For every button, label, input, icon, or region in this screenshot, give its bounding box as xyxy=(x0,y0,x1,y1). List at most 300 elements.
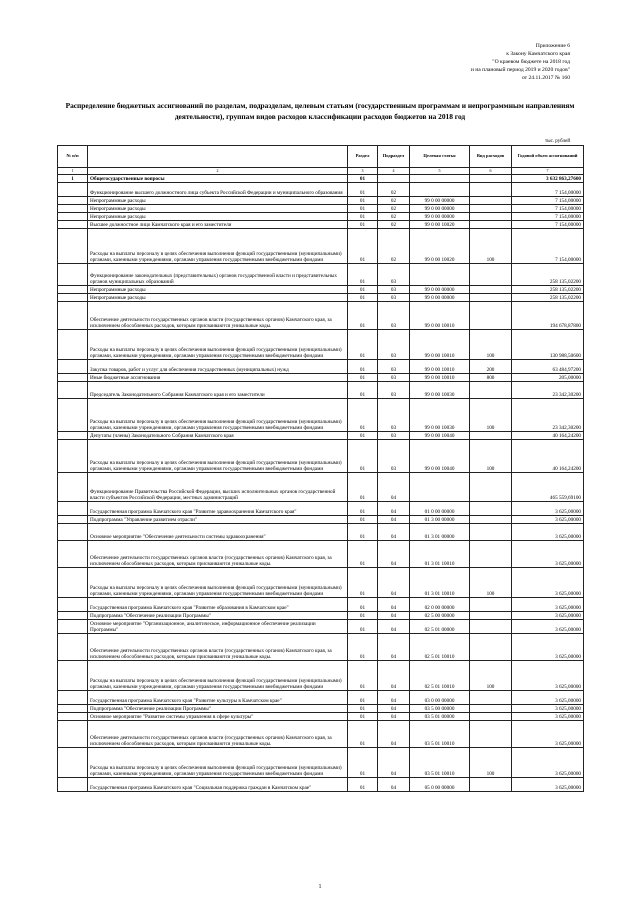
row-name: Обеспечение деятельности государственных органов власти (государственных органов) Камчатского края, за исключением обособленных расходов, которым присваиваются уникальные коды. xyxy=(88,721,348,748)
row-target-article xyxy=(410,175,470,183)
row-number: 1 xyxy=(58,175,88,183)
row-podrazdel: 03 xyxy=(378,382,410,399)
row-razdel: 01 xyxy=(348,612,378,620)
row-number xyxy=(58,612,88,620)
page-number: 1 xyxy=(318,884,322,890)
row-name: Основное мероприятие "Развитие системы управления в сфере культуры" xyxy=(88,713,348,721)
row-expense-type xyxy=(470,183,512,197)
row-sum: 23 342,30200 xyxy=(512,399,584,432)
header-expense-type: Вид расходов xyxy=(470,146,512,168)
row-podrazdel: 03 xyxy=(378,399,410,432)
row-number xyxy=(58,541,88,568)
row-number xyxy=(58,399,88,432)
row-name: Непрограммные расходы xyxy=(88,213,348,221)
table-row xyxy=(58,213,584,221)
row-target-article: 99 0 00 10020 xyxy=(410,229,470,264)
row-sum: 3 625,00000 xyxy=(512,524,584,541)
table-row xyxy=(58,721,584,748)
table-row xyxy=(58,264,584,286)
row-sum: 3 625,00000 xyxy=(512,721,584,748)
row-name: Расходы на выплаты персоналу в целях обеспечения выполнения функций государственными (муниципальными) органами, казенными учреждениями, органами управления государственными внебюджетными фондами xyxy=(88,229,348,264)
row-expense-type xyxy=(470,524,512,541)
row-sum: 40 164,24200 xyxy=(512,440,584,473)
row-name: Государственная программа Камчатского края "Развитие здравоохранения Камчатского края" xyxy=(88,502,348,516)
row-number xyxy=(58,524,88,541)
row-podrazdel: 02 xyxy=(378,229,410,264)
row-expense-type: 100 xyxy=(470,229,512,264)
row-target-article: 99 0 00 10040 xyxy=(410,432,470,440)
row-target-article: 99 0 00 10040 xyxy=(410,440,470,473)
row-number xyxy=(58,502,88,516)
row-razdel: 01 xyxy=(348,568,378,598)
row-name: Обеспечение деятельности государственных органов власти (государственных органов) Камчатского края, за исключением обособленных расходов, которым присваиваются уникальные коды. xyxy=(88,634,348,661)
row-name: Государственная программа Камчатского края "Развитие культуры в Камчатском крае" xyxy=(88,691,348,705)
row-target-article: 03 0 00 00000 xyxy=(410,691,470,705)
row-expense-type xyxy=(470,778,512,792)
row-sum: 3 625,00000 xyxy=(512,612,584,620)
appendix-header xyxy=(350,42,570,82)
row-podrazdel: 04 xyxy=(378,661,410,691)
row-podrazdel: 04 xyxy=(378,691,410,705)
header-num: № п/п xyxy=(58,146,88,168)
row-name: Высшее должностное лицо Камчатского края и его заместители xyxy=(88,221,348,229)
appendix-line: от 24.11.2017 № 160 xyxy=(521,75,570,81)
row-podrazdel: 04 xyxy=(378,713,410,721)
table-row xyxy=(58,382,584,399)
row-expense-type xyxy=(470,612,512,620)
table-row xyxy=(58,713,584,721)
row-number xyxy=(58,302,88,330)
table-row xyxy=(58,286,584,294)
row-razdel: 01 xyxy=(348,748,378,778)
table-row xyxy=(58,516,584,524)
row-number xyxy=(58,213,88,221)
row-name: Обеспечение деятельности государственных органов власти (государственных органов) Камчатского края, за исключением обособленных расходов, которым присваиваются уникальные коды. xyxy=(88,541,348,568)
row-number xyxy=(58,705,88,713)
row-expense-type xyxy=(470,620,512,634)
row-expense-type: 800 xyxy=(470,374,512,382)
row-expense-type xyxy=(470,516,512,524)
row-name: Расходы на выплаты персоналу в целях обеспечения выполнения функций государственными (муниципальными) органами, казенными учреждениями, органами управления государственными внебюджетными фондами xyxy=(88,568,348,598)
row-sum: 3 625,00000 xyxy=(512,620,584,634)
row-razdel: 01 xyxy=(348,620,378,634)
row-name: Основное мероприятие "Организационное, аналитическое, информационное обеспечение реализации Программы" xyxy=(88,620,348,634)
row-sum: 3 632 863,27600 xyxy=(512,175,584,183)
row-target-article: 02 5 01 10010 xyxy=(410,634,470,661)
row-razdel: 01 xyxy=(348,778,378,792)
row-name: Расходы на выплаты персоналу в целях обеспечения выполнения функций государственными (муниципальными) органами, казенными учреждениями, органами управления государственными внебюджетными фондами xyxy=(88,440,348,473)
row-razdel: 01 xyxy=(348,330,378,360)
row-number xyxy=(58,360,88,374)
row-number xyxy=(58,197,88,205)
row-razdel: 01 xyxy=(348,374,378,382)
row-razdel: 01 xyxy=(348,360,378,374)
table-header-row xyxy=(58,146,584,168)
row-podrazdel: 04 xyxy=(378,721,410,748)
row-target-article: 01 3 00 00000 xyxy=(410,516,470,524)
table-row xyxy=(58,691,584,705)
row-razdel: 01 xyxy=(348,229,378,264)
row-expense-type xyxy=(470,541,512,568)
row-podrazdel: 04 xyxy=(378,516,410,524)
row-sum: 194 678,87800 xyxy=(512,302,584,330)
row-sum: 63 484,97200 xyxy=(512,360,584,374)
row-number xyxy=(58,661,88,691)
row-razdel: 01 xyxy=(348,440,378,473)
row-expense-type: 100 xyxy=(470,440,512,473)
row-sum: 23 342,30200 xyxy=(512,382,584,399)
row-podrazdel: 02 xyxy=(378,183,410,197)
document-title: Распределение бюджетных ассигнований по разделам, подразделам, целевым статьям (государственным программам и непрограммным направлениям деятельности), группам видов расходов классификации расходов бюджетов на 2018 год xyxy=(65,101,575,121)
row-target-article: 99 0 00 10030 xyxy=(410,382,470,399)
row-target-article: 05 0 00 00000 xyxy=(410,778,470,792)
row-razdel: 01 xyxy=(348,399,378,432)
row-name: Функционирование Правительства Российской Федерации, высших исполнительных органов государственной власти субъектов Российской Федерации, местных администраций xyxy=(88,473,348,502)
row-podrazdel: 03 xyxy=(378,330,410,360)
budget-table xyxy=(57,145,584,792)
row-number xyxy=(58,691,88,705)
row-podrazdel: 03 xyxy=(378,264,410,286)
row-expense-type xyxy=(470,175,512,183)
row-expense-type: 100 xyxy=(470,330,512,360)
header-name xyxy=(88,146,348,168)
row-name: Расходы на выплаты персоналу в целях обеспечения выполнения функций государственными (муниципальными) органами, казенными учреждениями, органами управления государственными внебюджетными фондами xyxy=(88,399,348,432)
row-number xyxy=(58,620,88,634)
table-row xyxy=(58,205,584,213)
row-name: Подпрограмма "Обеспечение реализации Программы" xyxy=(88,705,348,713)
table-row xyxy=(58,294,584,302)
row-name: Функционирование законодательных (представительных) органов государственной власти и представительных органов муниципальных образований xyxy=(88,264,348,286)
row-number xyxy=(58,440,88,473)
row-name: Депутаты (члены) Законодательного Собрания Камчатского края xyxy=(88,432,348,440)
row-target-article: 02 5 01 10010 xyxy=(410,661,470,691)
table-row xyxy=(58,748,584,778)
row-expense-type xyxy=(470,432,512,440)
table-row xyxy=(58,440,584,473)
row-number xyxy=(58,374,88,382)
row-name: Закупка товаров, работ и услуг для обеспечения государственных (муниципальных) нужд xyxy=(88,360,348,374)
row-number xyxy=(58,221,88,229)
header-target-article: Целевая статья xyxy=(410,146,470,168)
table-row xyxy=(58,634,584,661)
row-number xyxy=(58,721,88,748)
row-target-article: 01 3 01 10010 xyxy=(410,541,470,568)
row-name: Государственная программа Камчатского края "Развитие образования в Камчатском крае" xyxy=(88,598,348,612)
row-razdel: 01 xyxy=(348,205,378,213)
table-row xyxy=(58,374,584,382)
row-target-article: 99 0 00 00000 xyxy=(410,213,470,221)
row-number xyxy=(58,473,88,502)
row-sum: 3 625,00000 xyxy=(512,516,584,524)
row-sum: 7 154,00000 xyxy=(512,183,584,197)
appendix-line: Приложение 6 xyxy=(535,43,570,49)
row-razdel: 01 xyxy=(348,502,378,516)
row-target-article: 03 5 01 00000 xyxy=(410,713,470,721)
row-number xyxy=(58,330,88,360)
row-expense-type: 100 xyxy=(470,748,512,778)
row-podrazdel: 04 xyxy=(378,612,410,620)
row-podrazdel: 04 xyxy=(378,598,410,612)
table-row xyxy=(58,175,584,183)
table-row xyxy=(58,302,584,330)
row-target-article xyxy=(410,473,470,502)
row-number xyxy=(58,294,88,302)
row-target-article: 02 0 00 00000 xyxy=(410,598,470,612)
table-row xyxy=(58,197,584,205)
row-target-article: 99 0 00 00000 xyxy=(410,197,470,205)
row-razdel: 01 xyxy=(348,213,378,221)
row-razdel: 01 xyxy=(348,691,378,705)
row-target-article xyxy=(410,264,470,286)
table-row xyxy=(58,221,584,229)
row-target-article: 01 3 01 00000 xyxy=(410,524,470,541)
row-sum: 3 625,00000 xyxy=(512,661,584,691)
row-sum: 3 625,00000 xyxy=(512,634,584,661)
row-target-article: 99 0 00 00000 xyxy=(410,205,470,213)
row-target-article: 99 0 00 10010 xyxy=(410,302,470,330)
row-target-article: 99 0 00 00000 xyxy=(410,294,470,302)
row-expense-type xyxy=(470,705,512,713)
row-razdel: 01 xyxy=(348,541,378,568)
row-sum: 7 154,00000 xyxy=(512,221,584,229)
row-expense-type: 100 xyxy=(470,568,512,598)
table-row xyxy=(58,330,584,360)
row-target-article: 99 0 00 00000 xyxy=(410,286,470,294)
row-podrazdel: 04 xyxy=(378,620,410,634)
row-expense-type xyxy=(470,691,512,705)
header-razdel: Раздел xyxy=(348,146,378,168)
row-sum: 3 625,00000 xyxy=(512,748,584,778)
row-expense-type xyxy=(470,205,512,213)
table-row xyxy=(58,598,584,612)
row-expense-type xyxy=(470,302,512,330)
row-podrazdel: 02 xyxy=(378,197,410,205)
row-razdel: 01 xyxy=(348,661,378,691)
row-target-article: 99 0 00 10030 xyxy=(410,399,470,432)
row-sum: 130 988,50600 xyxy=(512,330,584,360)
table-row xyxy=(58,524,584,541)
row-target-article: 99 0 00 10010 xyxy=(410,330,470,360)
table-row xyxy=(58,705,584,713)
row-podrazdel: 02 xyxy=(378,221,410,229)
column-number-row xyxy=(58,168,584,175)
table-row xyxy=(58,183,584,197)
table-row xyxy=(58,360,584,374)
table-row xyxy=(58,502,584,516)
row-razdel: 01 xyxy=(348,302,378,330)
row-sum: 3 625,00000 xyxy=(512,691,584,705)
row-podrazdel: 04 xyxy=(378,524,410,541)
row-podrazdel: 04 xyxy=(378,568,410,598)
row-sum: 40 164,24200 xyxy=(512,432,584,440)
row-sum: 7 154,00000 xyxy=(512,213,584,221)
appendix-line: и на плановый период 2019 и 2020 годов" xyxy=(470,67,570,73)
row-razdel: 01 xyxy=(348,473,378,502)
row-podrazdel: 04 xyxy=(378,502,410,516)
row-podrazdel: 04 xyxy=(378,778,410,792)
row-name: Государственная программа Камчатского края "Социальная поддержка граждан в Камчатском крае" xyxy=(88,778,348,792)
table-row xyxy=(58,661,584,691)
appendix-line: "О краевом бюджете на 2018 год xyxy=(492,59,570,65)
row-razdel: 01 xyxy=(348,221,378,229)
row-expense-type xyxy=(470,197,512,205)
row-name: Подпрограмма "Обеспечение реализации Программы" xyxy=(88,612,348,620)
row-target-article: 01 0 00 00000 xyxy=(410,502,470,516)
row-expense-type: 200 xyxy=(470,360,512,374)
row-expense-type xyxy=(470,286,512,294)
row-name: Подпрограмма "Управление развитием отрасли" xyxy=(88,516,348,524)
row-target-article: 03 5 01 10010 xyxy=(410,721,470,748)
row-expense-type xyxy=(470,294,512,302)
row-sum: 3 625,00000 xyxy=(512,502,584,516)
table-row xyxy=(58,568,584,598)
header-annual-sum: Годовой объем ассигнований xyxy=(512,146,584,168)
row-target-article: 03 5 01 10010 xyxy=(410,748,470,778)
row-name: Функционирование высшего должностного лица субъекта Российской Федерации и муниципального образования xyxy=(88,183,348,197)
row-razdel: 01 xyxy=(348,713,378,721)
table-row xyxy=(58,432,584,440)
row-razdel: 01 xyxy=(348,516,378,524)
row-number xyxy=(58,634,88,661)
table-row xyxy=(58,229,584,264)
row-sum: 7 154,00000 xyxy=(512,197,584,205)
row-sum: 205,00000 xyxy=(512,374,584,382)
row-sum: 7 154,00000 xyxy=(512,229,584,264)
column-number: 6 xyxy=(470,168,512,175)
row-name: Председатель Законодательного Собрания Камчатского края и его заместители xyxy=(88,382,348,399)
row-razdel: 01 xyxy=(348,183,378,197)
row-podrazdel: 03 xyxy=(378,286,410,294)
row-target-article: 99 0 00 10010 xyxy=(410,374,470,382)
table-row xyxy=(58,473,584,502)
column-number: 3 xyxy=(348,168,378,175)
row-expense-type xyxy=(470,721,512,748)
row-number xyxy=(58,778,88,792)
row-expense-type xyxy=(470,221,512,229)
row-podrazdel: 04 xyxy=(378,541,410,568)
row-razdel: 01 xyxy=(348,634,378,661)
row-sum: 465 559,69100 xyxy=(512,473,584,502)
row-sum: 258 135,02200 xyxy=(512,264,584,286)
row-podrazdel: 03 xyxy=(378,360,410,374)
row-expense-type xyxy=(470,264,512,286)
row-podrazdel: 02 xyxy=(378,213,410,221)
row-expense-type xyxy=(470,213,512,221)
row-podrazdel: 03 xyxy=(378,440,410,473)
row-name: Непрограммные расходы xyxy=(88,286,348,294)
row-target-article xyxy=(410,183,470,197)
row-name: Иные бюджетные ассигнования xyxy=(88,374,348,382)
row-podrazdel: 04 xyxy=(378,634,410,661)
row-podrazdel: 02 xyxy=(378,205,410,213)
row-expense-type xyxy=(470,713,512,721)
row-number xyxy=(58,748,88,778)
row-number xyxy=(58,432,88,440)
row-target-article: 03 5 00 00000 xyxy=(410,705,470,713)
row-expense-type: 100 xyxy=(470,399,512,432)
row-name: Расходы на выплаты персоналу в целях обеспечения выполнения функций государственными (муниципальными) органами, казенными учреждениями, органами управления государственными внебюджетными фондами xyxy=(88,748,348,778)
row-target-article: 02 5 01 00000 xyxy=(410,620,470,634)
row-razdel: 01 xyxy=(348,175,378,183)
row-target-article: 02 5 00 00000 xyxy=(410,612,470,620)
row-number xyxy=(58,568,88,598)
row-sum: 3 625,00000 xyxy=(512,568,584,598)
row-name: Обеспечение деятельности государственных органов власти (государственных органов) Камчатского края, за исключением обособленных расходов, которым присваиваются уникальные коды. xyxy=(88,302,348,330)
row-name: Расходы на выплаты персоналу в целях обеспечения выполнения функций государственными (муниципальными) органами, казенными учреждениями, органами управления государственными внебюджетными фондами xyxy=(88,661,348,691)
row-name: Непрограммные расходы xyxy=(88,205,348,213)
row-sum: 3 625,00000 xyxy=(512,713,584,721)
column-number: 1 xyxy=(58,168,88,175)
row-sum: 7 154,00000 xyxy=(512,205,584,213)
row-sum: 3 625,00000 xyxy=(512,598,584,612)
row-razdel: 01 xyxy=(348,382,378,399)
row-razdel: 01 xyxy=(348,524,378,541)
row-podrazdel: 03 xyxy=(378,302,410,330)
row-razdel: 01 xyxy=(348,432,378,440)
row-razdel: 01 xyxy=(348,197,378,205)
row-sum: 258 135,02200 xyxy=(512,286,584,294)
row-razdel: 01 xyxy=(348,721,378,748)
row-number xyxy=(58,382,88,399)
row-expense-type xyxy=(470,473,512,502)
table-row xyxy=(58,778,584,792)
table-row xyxy=(58,399,584,432)
appendix-line: к Закону Камчатского края xyxy=(506,51,570,57)
row-sum: 3 625,00000 xyxy=(512,705,584,713)
column-number: 7 xyxy=(512,168,584,175)
row-podrazdel: 03 xyxy=(378,432,410,440)
table-row xyxy=(58,612,584,620)
row-sum: 3 625,00000 xyxy=(512,778,584,792)
row-podrazdel: 04 xyxy=(378,473,410,502)
row-razdel: 01 xyxy=(348,286,378,294)
row-number xyxy=(58,286,88,294)
table-row xyxy=(58,620,584,634)
row-expense-type xyxy=(470,598,512,612)
row-number xyxy=(58,229,88,264)
row-name: Непрограммные расходы xyxy=(88,294,348,302)
row-podrazdel xyxy=(378,175,410,183)
row-razdel: 01 xyxy=(348,294,378,302)
row-podrazdel: 04 xyxy=(378,705,410,713)
column-number: 2 xyxy=(88,168,348,175)
row-razdel: 01 xyxy=(348,705,378,713)
unit-label: тыс. рублей xyxy=(545,139,570,144)
row-podrazdel: 04 xyxy=(378,748,410,778)
row-podrazdel: 03 xyxy=(378,374,410,382)
row-expense-type xyxy=(470,634,512,661)
row-expense-type xyxy=(470,502,512,516)
row-name: Общегосударственные вопросы xyxy=(88,175,348,183)
row-name: Основное мероприятие "Обеспечение деятельности системы здравоохранения" xyxy=(88,524,348,541)
row-number xyxy=(58,205,88,213)
row-name: Непрограммные расходы xyxy=(88,197,348,205)
header-podrazdel: Подраздел xyxy=(378,146,410,168)
row-razdel: 01 xyxy=(348,598,378,612)
table-row xyxy=(58,541,584,568)
column-number: 5 xyxy=(410,168,470,175)
table-body xyxy=(58,175,584,792)
row-number xyxy=(58,183,88,197)
row-number xyxy=(58,264,88,286)
row-sum: 258 135,02200 xyxy=(512,294,584,302)
row-sum: 3 625,00000 xyxy=(512,541,584,568)
row-podrazdel: 03 xyxy=(378,294,410,302)
row-target-article: 99 0 00 10020 xyxy=(410,221,470,229)
row-expense-type: 100 xyxy=(470,661,512,691)
column-number: 4 xyxy=(378,168,410,175)
row-number xyxy=(58,516,88,524)
